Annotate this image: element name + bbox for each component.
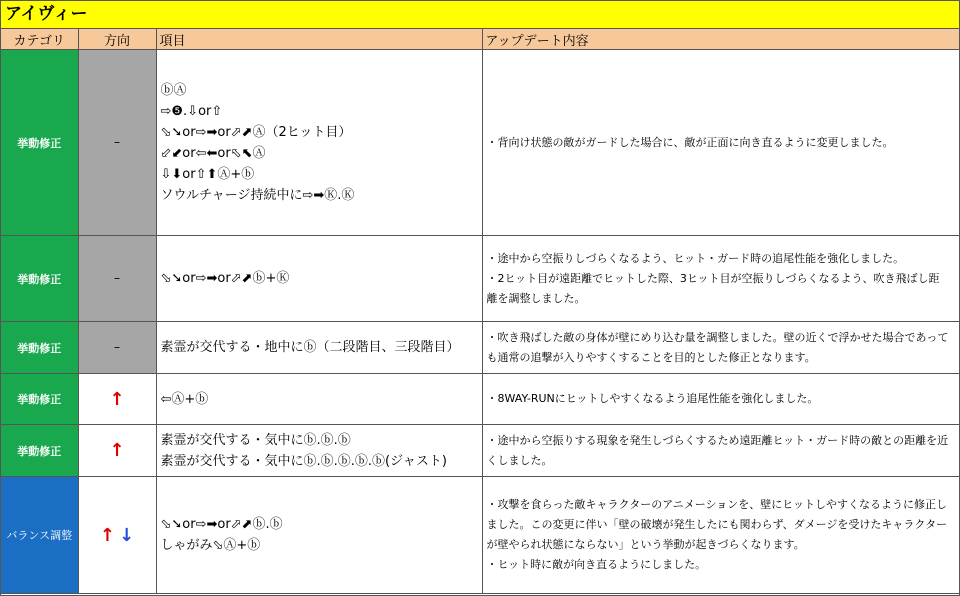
content-line: ・途中から空振りしづらくなるよう、ヒット・ガード時の追尾性能を強化しました。 bbox=[486, 251, 905, 265]
direction-dash: – bbox=[114, 271, 120, 285]
direction-cell bbox=[78, 425, 156, 477]
content-line: ・吹き飛ばした敵の身体が壁にめり込む量を調整しました。壁の近くで浮かせた場合であって bbox=[486, 330, 949, 344]
arrow-up-icon: ↑ bbox=[109, 440, 125, 461]
content-line: ・2ヒット目が遠距離でヒットした際、3ヒット目が空振りしづらくなるよう、吹き飛ばし距 bbox=[486, 271, 940, 285]
header-content: アップデート内容 bbox=[482, 29, 959, 50]
item-line: ⓑⒶ bbox=[160, 82, 187, 98]
direction-cell bbox=[78, 322, 156, 374]
content-cell bbox=[482, 50, 959, 236]
category-cell: 挙動修正 bbox=[1, 236, 78, 322]
content-line: ・8WAY-RUNにヒットしやすくなるよう追尾性能を強化しました。 bbox=[486, 392, 819, 405]
table-row bbox=[1, 236, 959, 322]
item-line: ⬂➘or⇨➡or⬀⬈ⓑ.ⓑ bbox=[160, 517, 283, 532]
item-line: ⬂➘or⇨➡or⬀⬈Ⓐ（2ヒット目） bbox=[160, 124, 352, 140]
sheet-title: アイヴィー bbox=[1, 1, 959, 29]
table-row bbox=[1, 477, 959, 594]
arrow-down-icon: ↓ bbox=[119, 524, 135, 546]
item-line: ソウルチャージ持続中に⇨➡Ⓚ.Ⓚ bbox=[160, 187, 355, 203]
content-line: ・ヒット時に敵が向き直るようにしました。 bbox=[486, 558, 707, 571]
items-cell bbox=[156, 477, 482, 594]
category-cell: バランス調整 bbox=[1, 477, 78, 594]
items-cell bbox=[156, 374, 482, 425]
direction-cell bbox=[78, 50, 156, 236]
items-cell bbox=[156, 322, 482, 374]
category-cell: 挙動修正 bbox=[1, 50, 78, 236]
table-row bbox=[1, 425, 959, 477]
item-line: ⬂➘or⇨➡or⬀⬈ⓑ+Ⓚ bbox=[160, 271, 290, 286]
category-cell: 挙動修正 bbox=[1, 322, 78, 374]
content-line: ・途中から空振りする現象を発生しづらくするため遠距離ヒット・ガード時の敵との距離を近 bbox=[486, 433, 949, 447]
content-line: 離を調整しました。 bbox=[486, 291, 586, 305]
content-cell bbox=[482, 374, 959, 425]
table-row bbox=[1, 322, 959, 374]
item-line: ⇨❺.⇩or⇧ bbox=[160, 103, 223, 119]
category-cell: 挙動修正 bbox=[1, 425, 78, 477]
content-line: が壁やられ状態にならない」という挙動が起きづらくなります。 bbox=[486, 538, 805, 551]
content-cell bbox=[482, 425, 959, 477]
table-row bbox=[1, 374, 959, 425]
content-line: ・背向け状態の敵がガードした場合に、敵が正面に向き直るように変更しました。 bbox=[486, 135, 894, 149]
item-line: しゃがみ⬂Ⓐ+ⓑ bbox=[160, 538, 261, 553]
header-direction: 方向 bbox=[78, 29, 156, 50]
item-line: 素霊が交代する・気中にⓑ.ⓑ.ⓑ.ⓑ.ⓑ(ジャスト) bbox=[160, 453, 447, 469]
direction-dash: – bbox=[114, 340, 120, 354]
direction-cell bbox=[78, 374, 156, 425]
content-line: ・攻撃を食らった敵キャラクターのアニメーションを、壁にヒットしやすくなるように修正し bbox=[486, 498, 947, 511]
arrow-up-icon: ↑ bbox=[109, 388, 125, 410]
arrow-up-icon: ↑ bbox=[99, 524, 115, 546]
content-line: ました。この変更に伴い「壁の破壊が発生したにも関わらず、ダメージを受けたキャラクター bbox=[486, 518, 948, 531]
item-line: 素霊が交代する・地中にⓑ（二段階目、三段階目） bbox=[160, 340, 460, 355]
content-cell bbox=[482, 236, 959, 322]
items-cell bbox=[156, 425, 482, 477]
content-line: くしました。 bbox=[486, 453, 553, 467]
content-cell bbox=[482, 322, 959, 374]
items-cell bbox=[156, 236, 482, 322]
content-line: も通常の追撃が入りやすくすることを目的とした修正となります。 bbox=[486, 350, 816, 364]
items-cell bbox=[156, 50, 482, 236]
direction-cell bbox=[78, 477, 156, 594]
header-items: 項目 bbox=[156, 29, 482, 50]
header-row bbox=[1, 29, 959, 50]
direction-dash: – bbox=[114, 135, 120, 149]
item-line: ⇩⬇or⇧⬆Ⓐ+ⓑ bbox=[160, 166, 255, 182]
direction-cell bbox=[78, 236, 156, 322]
item-line: ⇦Ⓐ+ⓑ bbox=[160, 391, 209, 407]
category-cell: 挙動修正 bbox=[1, 374, 78, 425]
content-cell bbox=[482, 477, 959, 594]
header-category: カテゴリ bbox=[1, 29, 78, 50]
update-table bbox=[1, 29, 959, 594]
item-line: ⬃⬋or⇦⬅or⬁⬉Ⓐ bbox=[160, 145, 266, 161]
item-line: 素霊が交代する・気中にⓑ.ⓑ.ⓑ bbox=[160, 432, 351, 448]
table-row bbox=[1, 50, 959, 236]
